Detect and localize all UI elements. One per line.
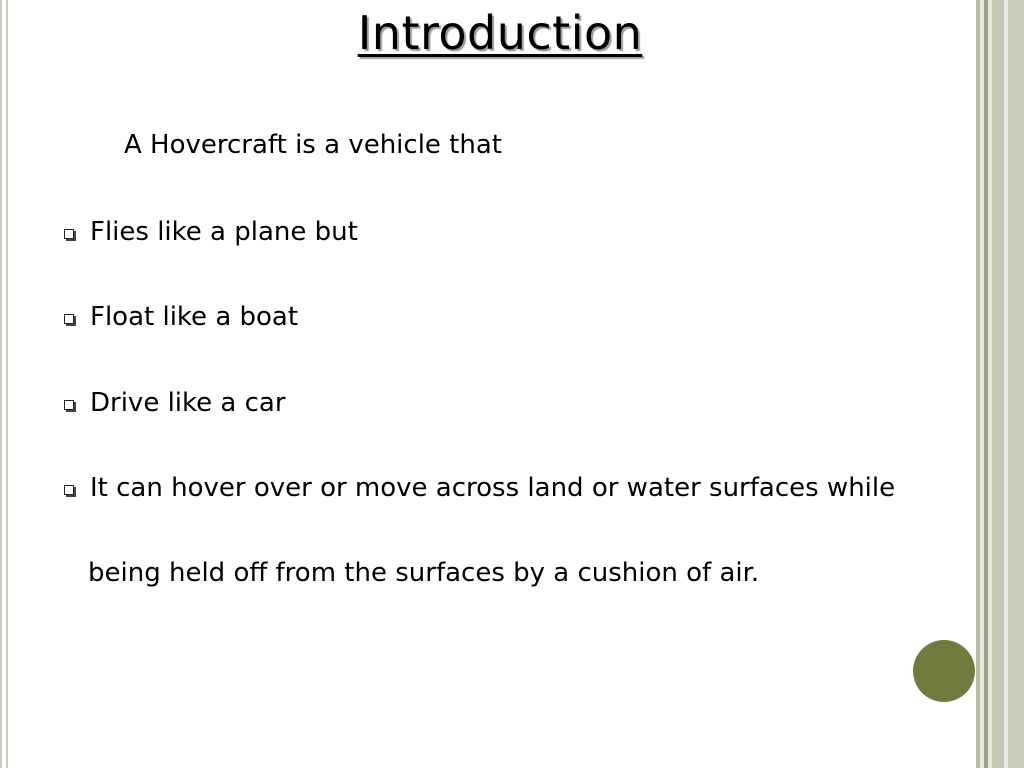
bullet-item (64, 388, 286, 418)
square-bullet-icon (64, 400, 74, 410)
slide-title: Introduction (357, 6, 643, 60)
bullet-item (64, 217, 358, 247)
bullet-text: Flies like a plane but (90, 217, 358, 247)
bullet-item (64, 473, 895, 503)
square-bullet-icon (64, 485, 74, 495)
square-bullet-icon (64, 314, 74, 324)
bullet-text: Drive like a car (90, 388, 286, 418)
bullet-item (64, 302, 298, 332)
bullet-continuation-text: being held off from the surfaces by a cushion of air. (88, 558, 760, 588)
stripe (992, 0, 1004, 768)
decorative-circle (913, 640, 975, 702)
intro-text: A Hovercraft is a vehicle that (124, 130, 502, 160)
bullet-text: Float like a boat (90, 302, 299, 332)
bullet-text: It can hover over or move across land or water surfaces while (90, 473, 896, 503)
left-border-line (0, 0, 2, 768)
stripe (1008, 0, 1024, 768)
left-border-line (6, 0, 8, 768)
right-decorative-stripes (976, 0, 1024, 768)
square-bullet-icon (64, 229, 74, 239)
